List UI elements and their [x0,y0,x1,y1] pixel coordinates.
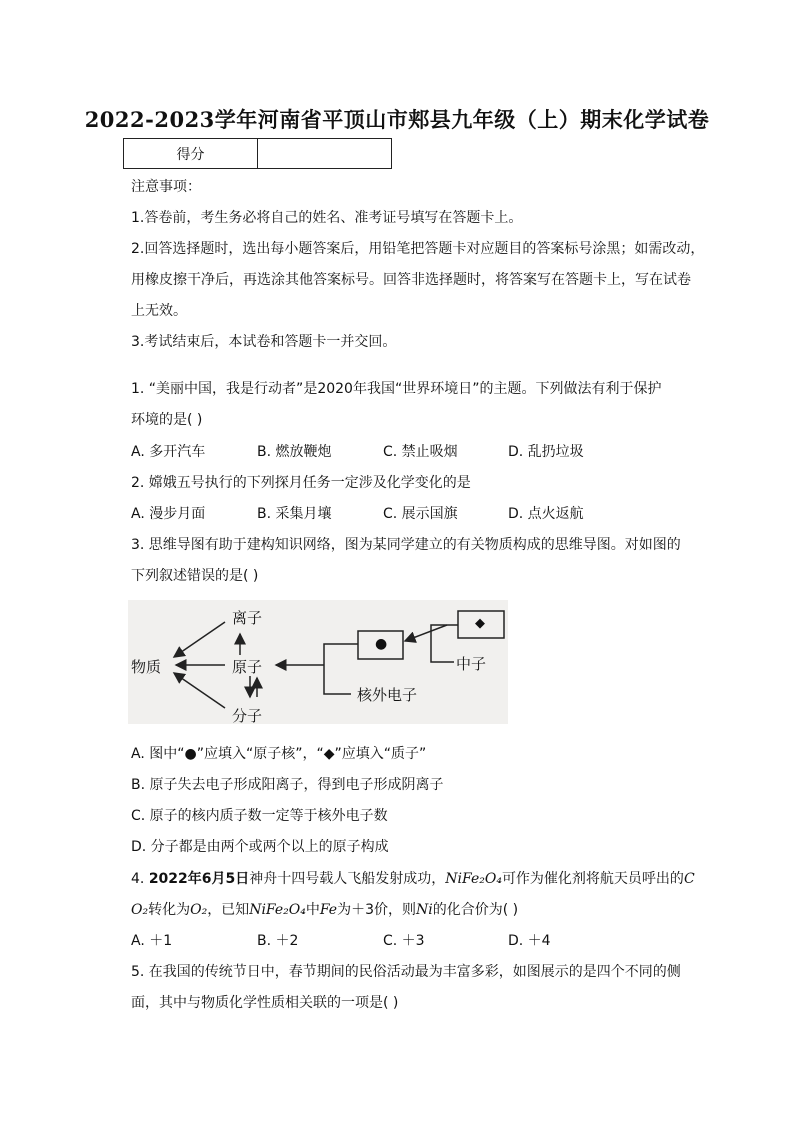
arrow-molecule-to-substance [174,673,225,708]
bracket-nucleus [431,625,458,662]
q4-formula: Fe [319,902,338,918]
q5-stem: 5. 在我国的传统节日中，春节期间的民俗活动最为丰富多彩，如图展示的是四个不同的侧 [131,964,681,980]
q4-text: 神舟十四号载人飞船发射成功， [249,871,446,887]
dot-icon: ● [375,636,388,652]
notice-line: 3.考试结束后，本试卷和答题卡一并交回。 [131,334,397,350]
q2-option-d[interactable]: D. 点火返航 [508,506,584,522]
label-molecule: 分子 [232,707,263,725]
q4-formula: NiFe₂O₄ [445,871,502,887]
q3-option-a[interactable]: A. 图中“●”应填入“原子核”，“◆”应填入“质子” [131,746,427,762]
q1-option-a[interactable]: A. 多开汽车 [131,444,206,460]
q4-text: 为 [337,902,352,918]
q2-option-c[interactable]: C. 展示国旗 [383,506,458,522]
bracket-atom [324,644,358,694]
label-ion: 离子 [232,609,263,627]
q2-option-a[interactable]: A. 漫步月面 [131,506,206,522]
q4-stem-cont [131,901,518,919]
q1-stem-cont: 环境的是( ) [131,412,203,428]
q4-date: 2022年6月5日 [148,871,250,887]
score-table [123,138,392,169]
q4-formula: Ni [416,902,433,918]
notice-line: 2.回答选择题时，选出每小题答案后，用铅笔把答题卡对应题目的答案标号涂黑；如需改动， [131,241,705,257]
diagram-lines [128,600,508,724]
q4-text: 的化合价为( ) [432,902,519,918]
q3-option-d[interactable]: D. 分子都是由两个或两个以上的原子构成 [131,839,389,855]
q1-stem: 1. “美丽中国，我是行动者”是2020年我国“世界环境日”的主题。下列做法有利于保护 [131,381,662,397]
q4-option-a[interactable]: A. ＋1 [131,933,173,949]
q1-option-c[interactable]: C. 禁止吸烟 [383,444,458,460]
notice-line: 上无效。 [131,303,187,319]
q4-text: 转化为 [148,902,191,918]
q5-stem-cont: 面，其中与物质化学性质相关联的一项是( ) [131,995,399,1011]
score-label: 得分 [124,139,258,169]
q3-stem-cont: 下列叙述错误的是( ) [131,568,259,584]
q4-option-b[interactable]: B. ＋2 [257,933,299,949]
q4-text: 中 [305,902,320,918]
q4-stem [131,870,695,888]
arrow-ion-to-substance [174,622,225,657]
label-substance: 物质 [131,658,162,676]
q4-text: ，已知 [207,902,250,918]
q4-text: 可作为催化剂将航天员呼出的 [501,871,684,887]
q1-option-b[interactable]: B. 燃放鞭炮 [257,444,332,460]
q4-text: 价，则 [374,902,417,918]
q3-stem: 3. 思维导图有助于建构知识网络，图为某同学建立的有关物质构成的思维导图。对如图的 [131,537,681,553]
arrow-to-nucleus [405,625,447,641]
notice-line: 1.答卷前，考生务必将自己的姓名、准考证号填写在答题卡上。 [131,210,523,226]
label-atom: 原子 [232,658,263,676]
q4-formula: O₂ [190,902,208,918]
q4-option-d[interactable]: D. ＋4 [508,933,551,949]
label-neutron: 中子 [456,655,487,673]
q1-option-d[interactable]: D. 乱扔垃圾 [508,444,584,460]
q2-stem: 2. 嫦娥五号执行的下列探月任务一定涉及化学变化的是 [131,475,471,491]
q4-value: ＋3 [351,902,375,918]
exam-title: 2022-2023学年河南省平顶山市郏县九年级（上）期末化学试卷 [84,107,710,132]
q4-formula: C [683,871,695,887]
notice-title: 注意事项： [131,179,201,195]
matter-structure-diagram [128,600,508,724]
q4-option-c[interactable]: C. ＋3 [383,933,425,949]
diamond-icon: ◆ [475,616,485,631]
q3-option-c[interactable]: C. 原子的核内质子数一定等于核外电子数 [131,808,388,824]
score-blank[interactable] [258,139,392,169]
notice-line: 用橡皮擦干净后，再选涂其他答案标号。回答非选择题时，将答案写在答题卡上，写在试卷 [131,272,691,288]
q4-formula: NiFe₂O₄ [249,902,306,918]
q3-option-b[interactable]: B. 原子失去电子形成阳离子，得到电子形成阴离子 [131,777,444,793]
q4-formula: O₂ [131,902,149,918]
label-electron: 核外电子 [357,686,418,704]
q4-number: 4. [131,871,149,887]
q2-option-b[interactable]: B. 采集月壤 [257,506,332,522]
